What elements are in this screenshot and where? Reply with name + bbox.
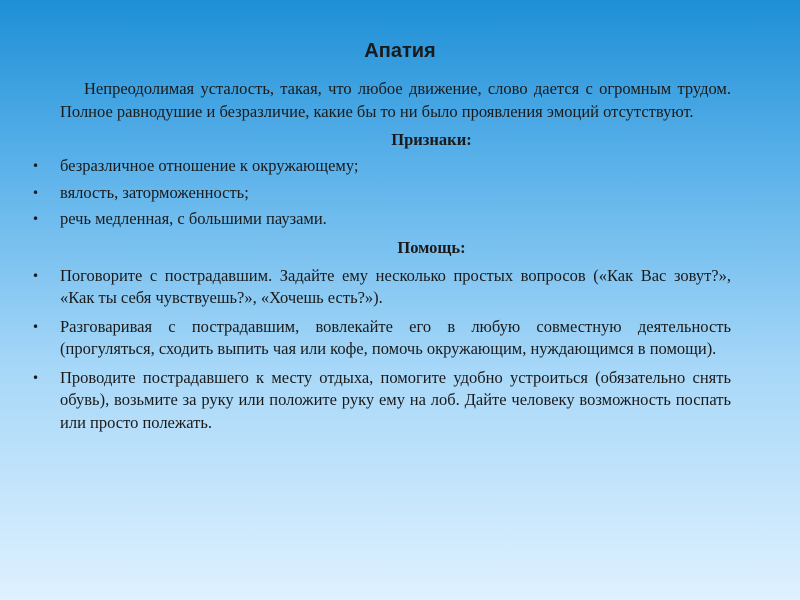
- slide-title: Апатия: [364, 40, 436, 62]
- bullet-icon: •: [32, 370, 40, 385]
- signs-list-item: [32, 182, 731, 205]
- help-item-text: Проводите пострадавшего к месту отдыха, помогите удобно устроиться (обязательно снять обувь), возьмите за руку или положите руку ему на лоб. Дайте человеку возможность поспать или просто полежать.: [60, 367, 731, 432]
- help-heading: Помощь:: [397, 237, 466, 257]
- signs-list: [32, 155, 731, 231]
- bullet-icon: •: [32, 212, 40, 226]
- bullet-icon: •: [32, 185, 40, 200]
- signs-heading: Признаки:: [391, 130, 472, 149]
- bullet-icon: •: [32, 159, 40, 173]
- bullet-icon: •: [32, 319, 40, 334]
- signs-item-text: безразличное отношение к окружающему;: [60, 156, 359, 175]
- signs-item-text: речь медленная, с большими паузами.: [60, 209, 327, 228]
- help-list-item: [32, 265, 731, 310]
- signs-list-item: [32, 208, 731, 231]
- help-item-text: Поговорите с пострадавшим. Задайте ему несколько простых вопросов («Как Вас зовут?», «Как ты себя чувствуешь?», «Хочешь есть?»).: [60, 265, 731, 307]
- intro-paragraph: Непреодолимая усталость, такая, что любое движение, слово дается с огромным трудом. Полное равнодушие и безразличие, какие бы то ни было проявления эмоций отсутствуют.: [60, 79, 731, 121]
- slide-content: [32, 78, 731, 434]
- signs-list-item: [32, 155, 731, 178]
- help-item-text: Разговаривая с пострадавшим, вовлекайте его в любую совместную деятельность (прогуляться, сходить выпить чая или кофе, помочь окружающим, нуждающимся в помощи).: [60, 316, 731, 358]
- bullet-icon: •: [32, 268, 40, 283]
- help-list-item: [32, 316, 731, 361]
- help-list-item: [32, 367, 731, 435]
- signs-item-text: вялость, заторможенность;: [60, 182, 249, 202]
- help-list: [32, 265, 731, 435]
